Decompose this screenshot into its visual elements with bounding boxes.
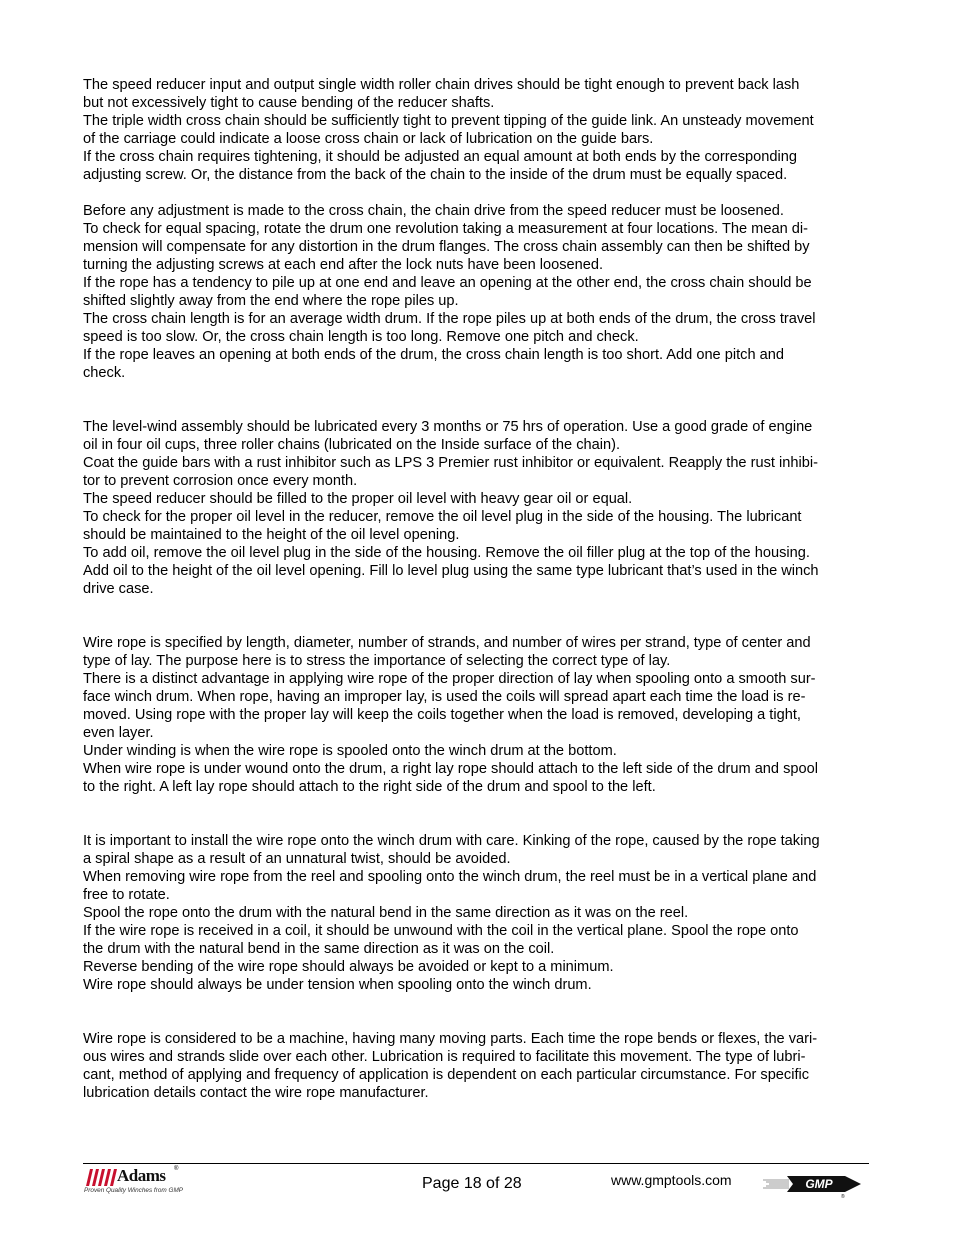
text-line: check.: [83, 365, 126, 381]
text-line: free to rotate.: [83, 887, 170, 903]
gmp-logo-registered: ®: [841, 1194, 845, 1198]
text-line: The cross chain length is for an average width drum. If the rope piles up at both ends of the drum, the cross travel: [83, 311, 816, 327]
section-1: [83, 76, 871, 184]
section-4: [83, 634, 871, 796]
section-spacer: [83, 796, 871, 832]
text-line: Wire rope is considered to be a machine, having many moving parts. Each time the rope bends or flexes, the vari-: [83, 1031, 818, 1047]
text-line: When wire rope is under wound onto the drum, a right lay rope should attach to the left side of the drum and spool: [83, 761, 818, 777]
text-line: mension will compensate for any distortion in the drum flanges. The cross chain assembly can then be shifted by: [83, 239, 810, 255]
text-line: The speed reducer input and output single width roller chain drives should be tight enough to prevent back lash: [83, 77, 800, 93]
text-line: Before any adjustment is made to the cross chain, the chain drive from the speed reducer must be loosened.: [83, 203, 784, 219]
section-2: [83, 202, 871, 382]
text-line: face winch drum. When rope, having an improper lay, is used the coils will spread apart each time the load is re-: [83, 689, 806, 705]
text-line: There is a distinct advantage in applying wire rope of the proper direction of lay when spooling onto a smooth sur-: [83, 671, 816, 687]
text-line: lubrication details contact the wire rope manufacturer.: [83, 1085, 429, 1101]
text-line: shifted slightly away from the end where the rope piles up.: [83, 293, 459, 309]
text-line: Coat the guide bars with a rust inhibitor such as LPS 3 Premier rust inhibitor or equivalent. Reapply the rust inhibi-: [83, 455, 818, 471]
website-link[interactable]: www.gmptools.com: [611, 1172, 732, 1188]
document-body: [83, 76, 871, 1102]
adams-logo-name: Adams: [117, 1166, 166, 1185]
text-line: The level-wind assembly should be lubricated every 3 months or 75 hrs of operation. Use a good grade of engine: [83, 419, 813, 435]
text-line: to the right. A left lay rope should attach to the right side of the drum and spool to the left.: [83, 779, 656, 795]
text-line: turning the adjusting screws at each end after the lock nuts have been loosened.: [83, 257, 604, 273]
text-line: even layer.: [83, 725, 154, 741]
adams-logo: [84, 1167, 184, 1207]
text-line: speed is too slow. Or, the cross chain length is too long. Remove one pitch and check.: [83, 329, 639, 345]
section-spacer: [83, 994, 871, 1030]
text-line: drive case.: [83, 581, 154, 597]
text-line: Reverse bending of the wire rope should always be avoided or kept to a minimum.: [83, 959, 614, 975]
text-line: Wire rope should always be under tension when spooling onto the winch drum.: [83, 977, 592, 993]
gmp-logo: [763, 1170, 863, 1198]
section-spacer: [83, 382, 871, 418]
gmp-speed-lines-icon: [763, 1180, 789, 1188]
text-line: adjusting screw. Or, the distance from the back of the chain to the inside of the drum must be equally spaced.: [83, 167, 788, 183]
section-6: [83, 1030, 871, 1102]
text-line: the drum with the natural bend in the same direction as it was on the coil.: [83, 941, 555, 957]
adams-logo-tagline: Proven Quality Winches from GMP: [84, 1187, 184, 1194]
text-line: ous wires and strands slide over each other. Lubrication is required to facilitate this movement. The type of lubri-: [83, 1049, 806, 1065]
text-line: The speed reducer should be filled to the proper oil level with heavy gear oil or equal.: [83, 491, 633, 507]
text-line: oil in four oil cups, three roller chains (lubricated on the Inside surface of the chain).: [83, 437, 621, 453]
page-number: Page 18 of 28: [422, 1175, 522, 1192]
section-3: [83, 418, 871, 598]
text-line: moved. Using rope with the proper lay will keep the coils together when the load is removed, developing a tight,: [83, 707, 801, 723]
text-line: If the rope leaves an opening at both ends of the drum, the cross chain length is too short. Add one pitch and: [83, 347, 784, 363]
text-line: When removing wire rope from the reel and spooling onto the winch drum, the reel must be in a vertical plane and: [83, 869, 817, 885]
text-line: To check for equal spacing, rotate the drum one revolution taking a measurement at four locations. The mean di-: [83, 221, 808, 237]
text-line: If the cross chain requires tightening, it should be adjusted an equal amount at both ends by the corresponding: [83, 149, 797, 165]
section-spacer: [83, 184, 871, 202]
text-line: type of lay. The purpose here is to stress the importance of selecting the correct type of lay.: [83, 653, 671, 669]
footer-divider: [83, 1163, 869, 1164]
text-line: It is important to install the wire rope onto the winch drum with care. Kinking of the rope, caused by the rope taking: [83, 833, 820, 849]
text-line: If the wire rope is received in a coil, it should be unwound with the coil in the vertical plane. Spool the rope onto: [83, 923, 799, 939]
text-line: cant, method of applying and frequency of application is dependent on each particular circumstance. For specific: [83, 1067, 810, 1083]
section-spacer: [83, 598, 871, 634]
section-5: [83, 832, 871, 994]
adams-stripes-icon: [84, 1169, 120, 1186]
text-line: If the rope has a tendency to pile up at one end and leave an opening at the other end, the cross chain should be: [83, 275, 812, 291]
text-line: should be maintained to the height of the oil level opening.: [83, 527, 460, 543]
text-line: Add oil to the height of the oil level opening. Fill lo level plug using the same type lubricant that’s used in the winch: [83, 563, 819, 579]
text-line: To check for the proper oil level in the reducer, remove the oil level plug in the side of the housing. The lubricant: [83, 509, 802, 525]
text-line: tor to prevent corrosion once every month.: [83, 473, 358, 489]
text-line: Under winding is when the wire rope is spooled onto the winch drum at the bottom.: [83, 743, 617, 759]
adams-logo-registered: ®: [174, 1166, 179, 1172]
text-line: Spool the rope onto the drum with the natural bend in the same direction as it was on the reel.: [83, 905, 689, 921]
text-line: The triple width cross chain should be sufficiently tight to prevent tipping of the guide link. An unsteady movement: [83, 113, 814, 129]
text-line: but not excessively tight to cause bending of the reducer shafts.: [83, 95, 495, 111]
gmp-logo-text: GMP: [805, 1177, 833, 1191]
text-line: a spiral shape as a result of an unnatural twist, should be avoided.: [83, 851, 511, 867]
text-line: Wire rope is specified by length, diameter, number of strands, and number of wires per strand, type of center and: [83, 635, 811, 651]
text-line: of the carriage could indicate a loose cross chain or lack of lubrication on the guide bars.: [83, 131, 654, 147]
text-line: To add oil, remove the oil level plug in the side of the housing. Remove the oil filler plug at the top of the housing.: [83, 545, 810, 561]
